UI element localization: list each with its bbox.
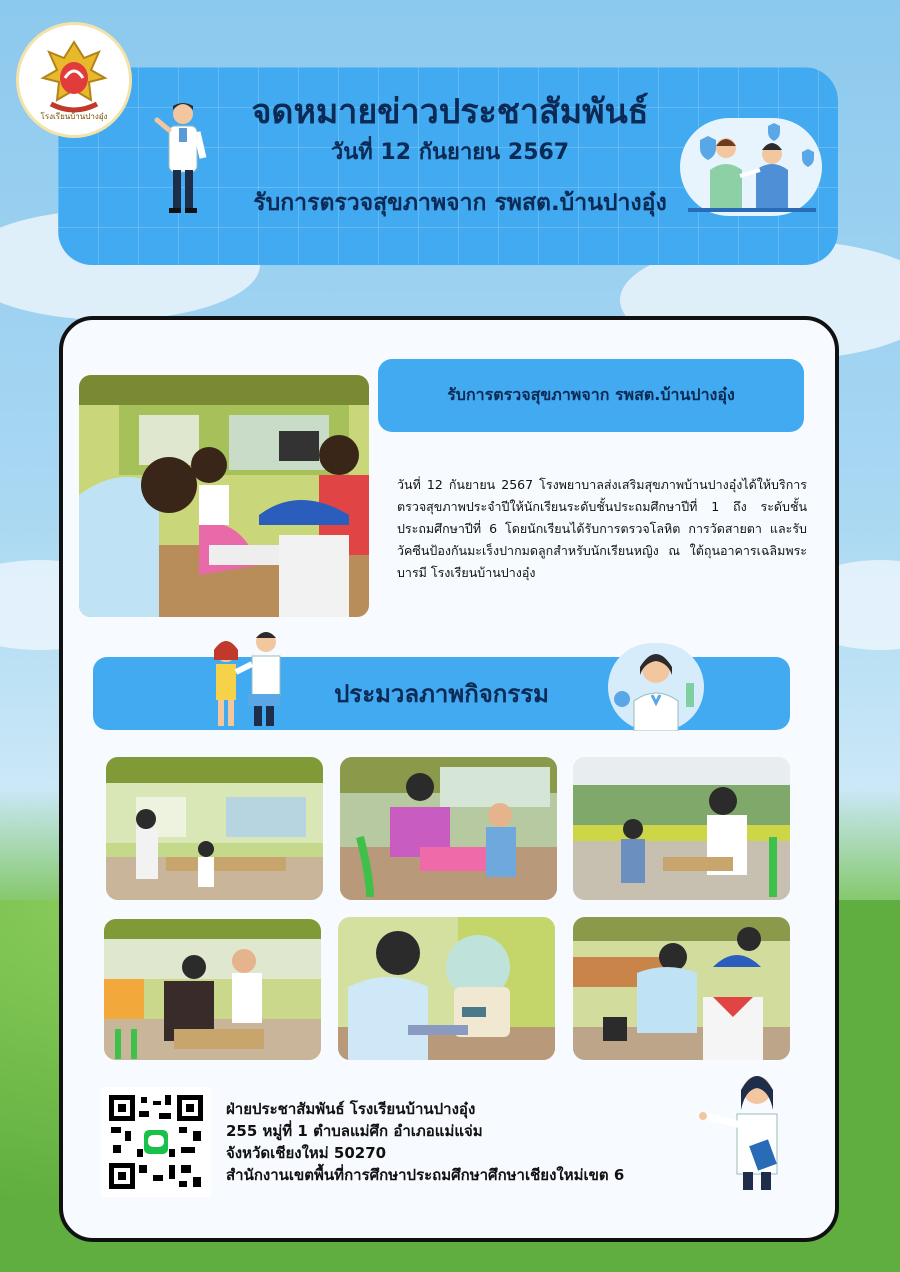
gallery-photo-2 <box>340 757 557 900</box>
gallery-image <box>573 757 790 900</box>
school-contact <box>226 1098 706 1186</box>
nurse-child-icon <box>204 628 290 730</box>
gallery-image <box>338 917 555 1060</box>
health-check-photo <box>79 375 369 617</box>
newsletter-date: วันที่ 12 กันยายน 2567 <box>330 140 570 165</box>
article-body: วันที่ 12 กันยายน 2567 โรงพยาบาลส่งเสริมสุขภาพบ้านปางอุ๋งได้ให้บริการตรวจสุขภาพประจำปีให้นักเรียนระดับชั้นประถมศึกษาปีที่ 1 ถึง ระดับชั้นประถมศึกษาปีที่ 6 โดยนักเรียนได้รับการตรวจโลหิต การวัดสายตา และรับวัคซีนป้องกันมะเร็งปากมดลูกสำหรับนักเรียนหญิง ณ ใต้ถุนอาคารเฉลิมพระบารมี โรงเรียนบ้านปางอุ๋ง <box>397 477 807 580</box>
main-photo <box>79 375 369 617</box>
contact-address: 255 หมู่ที่ 1 ตำบลแม่ศึก อำเภอแม่แจ่ม <box>226 1122 483 1140</box>
contact-office: สำนักงานเขตพื้นที่การศึกษาประถมศึกษาศึกษาเชียงใหม่เขต 6 <box>226 1166 625 1184</box>
female-doctor-icon <box>608 643 704 731</box>
female-doctor-clipboard-icon <box>695 1068 795 1194</box>
gallery-photo-6 <box>573 917 790 1060</box>
gallery-heading: ประมวลภาพกิจกรรม <box>334 680 549 708</box>
qr-code-icon <box>109 1095 203 1189</box>
gallery-image <box>340 757 557 900</box>
gallery-photo-5 <box>338 917 555 1060</box>
gallery-photo-1 <box>106 757 323 900</box>
gallery-image <box>104 919 321 1060</box>
gallery-photo-3 <box>573 757 790 900</box>
logo-text: โรงเรียนบ้านปางอุ๋ง <box>40 111 108 121</box>
newsletter-title: จดหมายข่าวประชาสัมพันธ์ <box>251 92 649 132</box>
newsletter-subtitle: รับการตรวจสุขภาพจาก รพสต.บ้านปางอุ๋ง <box>253 190 667 216</box>
doctor-bubble <box>608 643 704 731</box>
contact-province: จังหวัดเชียงใหม่ 50270 <box>226 1144 387 1162</box>
article-heading: รับการตรวจสุขภาพจาก รพสต.บ้านปางอุ๋ง <box>447 385 735 404</box>
line-qr-code[interactable] <box>101 1087 211 1197</box>
gallery-photo-4 <box>104 919 321 1060</box>
contact-department: ฝ่ายประชาสัมพันธ์ โรงเรียนบ้านปางอุ๋ง <box>226 1100 476 1118</box>
article-heading-pill <box>378 359 804 432</box>
gallery-image <box>106 757 323 900</box>
gallery-image <box>573 917 790 1060</box>
